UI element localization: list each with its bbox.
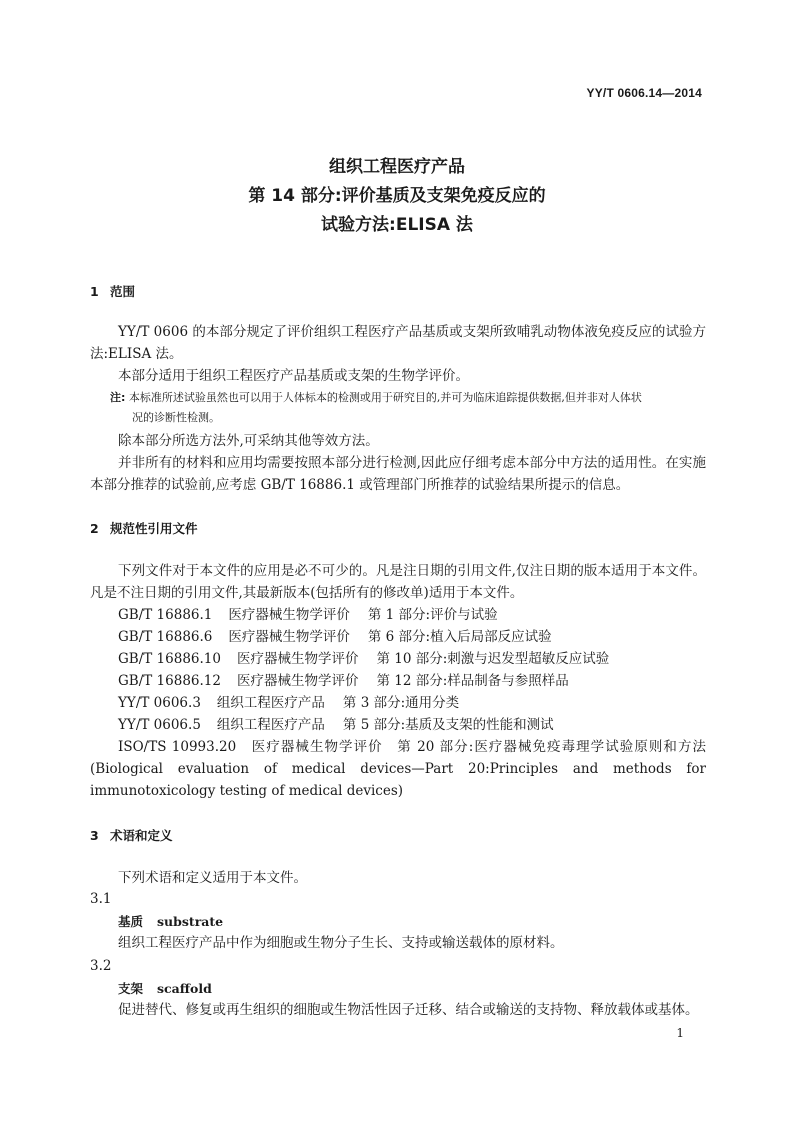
title-line-1: 组织工程医疗产品 xyxy=(329,157,465,177)
section-number: 3 xyxy=(90,828,99,843)
reference-item xyxy=(118,670,569,692)
section-1-heading xyxy=(90,282,135,300)
document-title xyxy=(0,153,794,240)
reference-title: 医疗器械生物学评价 xyxy=(228,607,350,623)
reference-code: GB/T 16886.10 xyxy=(118,651,221,667)
term-zh: 基质 xyxy=(118,914,144,929)
title-line-2: 第 14 部分:评价基质及支架免疫反应的 xyxy=(248,186,546,206)
term-zh: 支架 xyxy=(118,981,144,996)
paragraph: 下列文件对于本文件的应用是必不可少的。凡是注日期的引用文件,仅注日期的版本适用于本文件。凡是不注日期的引用文件,其最新版本(包括所有的修改单)适用于本文件。 xyxy=(90,563,706,601)
reference-item-iso: ISO/TS 10993.20 医疗器械生物学评价 第 20 部分:医疗器械免疫毒理学试验原则和方法(Biological evaluation of medical devices—Part 20:Principles and methods for immunotoxicology testing of medical devices) xyxy=(90,739,706,799)
reference-part: 第 6 部分:植入后局部反应试验 xyxy=(367,629,552,645)
reference-item xyxy=(118,648,609,670)
term-definition: 促进替代、修复或再生组织的细胞或生物活性因子迁移、结合或输送的支持物、释放载体或基体。 xyxy=(118,1002,699,1018)
paragraph: 本部分适用于组织工程医疗产品基质或支架的生物学评价。 xyxy=(118,368,469,384)
note-text-continued: 况的诊断性检测。 xyxy=(132,411,220,424)
reference-code: GB/T 16886.12 xyxy=(118,673,221,689)
reference-part: 第 10 部分:刺激与迟发型超敏反应试验 xyxy=(376,651,610,667)
paragraph: 除本部分所选方法外,可采纳其他等效方法。 xyxy=(118,433,379,449)
section-2-heading xyxy=(90,519,198,537)
reference-part: 第 1 部分:评价与试验 xyxy=(367,607,498,623)
reference-code: GB/T 16886.6 xyxy=(118,629,213,645)
reference-title: 组织工程医疗产品 xyxy=(216,717,325,733)
reference-item xyxy=(118,714,554,736)
reference-part: 第 5 部分:基质及支架的性能和测试 xyxy=(342,717,554,733)
term-number: 3.2 xyxy=(90,958,112,974)
reference-code: YY/T 0606.5 xyxy=(118,717,201,733)
term-name xyxy=(118,912,223,930)
section-title: 范围 xyxy=(110,284,136,299)
reference-code: GB/T 16886.1 xyxy=(118,607,213,623)
note-text: 本标准所述试验虽然也可以用于人体标本的检测或用于研究目的,并可为临床追踪提供数据,但并非对人体状 xyxy=(128,391,642,404)
term-en: substrate xyxy=(157,914,224,929)
title-line-3: 试验方法:ELISA 法 xyxy=(321,215,473,235)
section-title: 术语和定义 xyxy=(110,828,173,843)
reference-title: 组织工程医疗产品 xyxy=(216,695,325,711)
reference-title: 医疗器械生物学评价 xyxy=(228,629,350,645)
standard-code: YY/T 0606.14—2014 xyxy=(586,86,702,100)
paragraph: 并非所有的材料和应用均需要按照本部分进行检测,因此应仔细考虑本部分中方法的适用性。在实施本部分推荐的试验前,应考虑 GB/T 16886.1 或管理部门所推荐的试验结果所提示的信息。 xyxy=(90,455,706,493)
page-number: 1 xyxy=(676,1026,684,1040)
paragraph: 下列术语和定义适用于本文件。 xyxy=(118,870,307,886)
reference-code: YY/T 0606.3 xyxy=(118,695,201,711)
section-number: 2 xyxy=(90,521,99,536)
reference-item xyxy=(118,626,552,648)
section-title: 规范性引用文件 xyxy=(110,521,198,536)
paragraph: YY/T 0606 的本部分规定了评价组织工程医疗产品基质或支架所致哺乳动物体液免疫反应的试验方法:ELISA 法。 xyxy=(90,324,706,362)
reference-part: 第 3 部分:通用分类 xyxy=(342,695,460,711)
reference-title: 医疗器械生物学评价 xyxy=(236,651,359,667)
term-number: 3.1 xyxy=(90,891,112,907)
section-3-heading xyxy=(90,826,173,844)
reference-item xyxy=(118,604,498,626)
term-definition: 组织工程医疗产品中作为细胞或生物分子生长、支持或输送载体的原材料。 xyxy=(118,935,564,951)
note-label: 注: xyxy=(110,391,126,404)
reference-title: 医疗器械生物学评价 xyxy=(236,673,359,689)
section-number: 1 xyxy=(90,284,99,299)
note xyxy=(110,388,706,428)
term-name xyxy=(118,979,212,997)
term-en: scaffold xyxy=(157,981,212,996)
reference-part: 第 12 部分:样品制备与参照样品 xyxy=(376,673,569,689)
reference-item xyxy=(118,692,459,714)
